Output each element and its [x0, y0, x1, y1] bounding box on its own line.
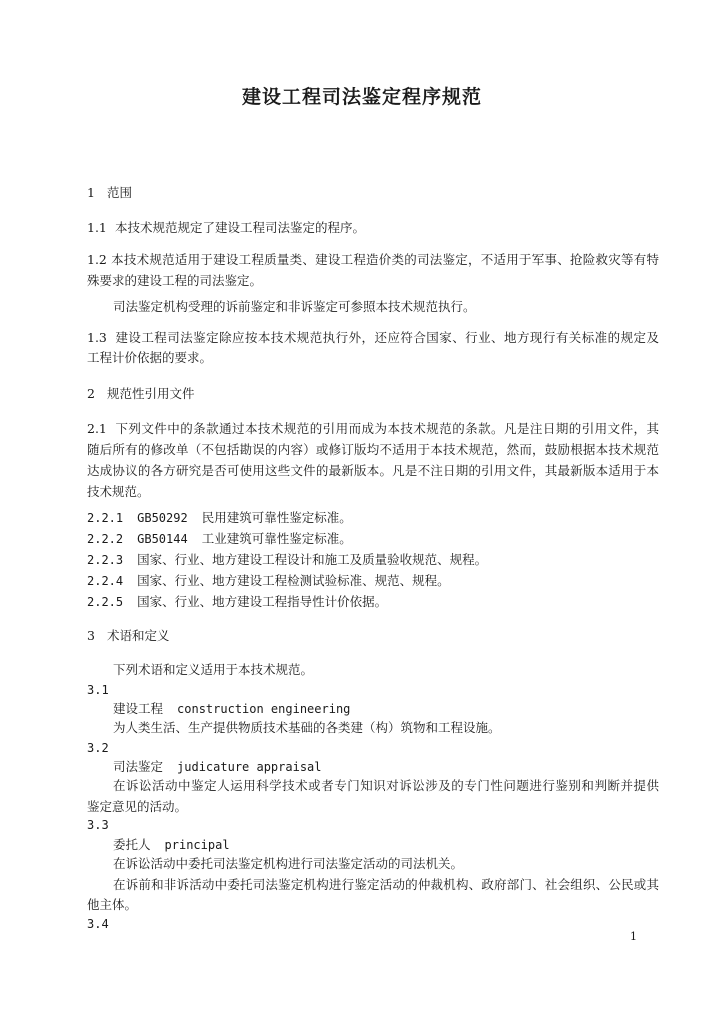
- reference-item: 2.2.2 GB50144 工业建筑可靠性鉴定标准。: [87, 531, 352, 546]
- term-3-3-definition-1: 在诉讼活动中委托司法鉴定机构进行司法鉴定活动的司法机关。: [113, 856, 464, 871]
- term-3-2: 司法鉴定 judicature appraisal: [113, 759, 322, 774]
- reference-item: 2.2.1 GB50292 民用建筑可靠性鉴定标准。: [87, 510, 352, 525]
- clause-2-1-line-3: 达成协议的各方研究是否可使用这些文件的最新版本。凡是不注日期的引用文件，其最新版本适用于本: [87, 463, 659, 478]
- document-title: 建设工程司法鉴定程序规范: [241, 86, 482, 108]
- terms-intro: 下列术语和定义适用于本技术规范。: [113, 662, 314, 677]
- clause-2-1-line-4: 技术规范。: [87, 484, 150, 499]
- reference-item: 2.2.4 国家、行业、地方建设工程检测试验标准、规范、规程。: [87, 573, 450, 588]
- term-number: 3.4: [87, 917, 109, 931]
- reference-item: 2.2.3 国家、行业、地方建设工程设计和施工及质量验收规范、规程。: [87, 552, 488, 567]
- section-3-heading: 3 术语和定义: [87, 628, 170, 643]
- term-3-2-definition-line-1: 在诉讼活动中鉴定人运用科学技术或者专门知识对诉讼涉及的专门性问题进行鉴别和判断并提供: [113, 778, 659, 793]
- term-3-3: 委托人 principal: [113, 837, 230, 852]
- clause-1-2-paragraph: 司法鉴定机构受理的诉前鉴定和非诉鉴定可参照本技术规范执行。: [113, 299, 476, 314]
- term-number: 3.3: [87, 818, 109, 832]
- clause-1-1: 1.1 本技术规范规定了建设工程司法鉴定的程序。: [87, 220, 366, 235]
- section-2-heading: 2 规范性引用文件: [87, 386, 195, 401]
- term-number: 3.2: [87, 741, 109, 755]
- term-3-3-definition-2-line-2: 他主体。: [87, 897, 138, 912]
- clause-1-2-line-1: 1.2 本技术规范适用于建设工程质量类、建设工程造价类的司法鉴定，不适用于军事、抢险救灾等有特: [87, 252, 659, 267]
- clause-1-3-line-2: 工程计价依据的要求。: [87, 350, 213, 365]
- clause-1-3-line-1: 1.3 建设工程司法鉴定除应按本技术规范执行外，还应符合国家、行业、地方现行有关标准的规定及: [87, 330, 659, 345]
- clause-2-1-line-1: 2.1 下列文件中的条款通过本技术规范的引用而成为本技术规范的条款。凡是注日期的引用文件，其: [87, 421, 659, 436]
- term-3-1-definition: 为人类生活、生产提供物质技术基础的各类建（构）筑物和工程设施。: [113, 720, 501, 735]
- term-3-3-definition-2-line-1: 在诉前和非诉活动中委托司法鉴定机构进行鉴定活动的仲裁机构、政府部门、社会组织、公民或其: [113, 877, 659, 892]
- term-3-2-definition-line-2: 鉴定意见的活动。: [87, 799, 188, 814]
- term-3-1: 建设工程 construction engineering: [113, 701, 351, 716]
- term-number: 3.1: [87, 683, 109, 697]
- section-1-heading: 1 范围: [87, 185, 133, 200]
- reference-item: 2.2.5 国家、行业、地方建设工程指导性计价依据。: [87, 594, 388, 609]
- clause-2-1-line-2: 随后所有的修改单（不包括勘误的内容）或修订版均不适用于本技术规范，然而，鼓励根据本技术规范: [87, 442, 659, 457]
- page-number: 1: [630, 930, 637, 943]
- clause-1-2-line-2: 殊要求的建设工程的司法鉴定。: [87, 273, 263, 288]
